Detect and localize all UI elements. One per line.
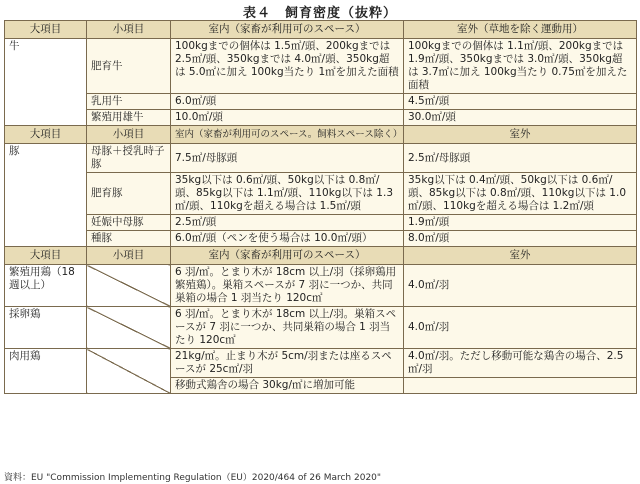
sub-item: 肥育牛 [87,39,171,94]
table-row [5,265,637,307]
header-main-item: 大項目 [5,126,87,144]
header-outdoor: 室外 [404,247,637,265]
sub-item: 妊娠中母豚 [87,215,171,231]
sub-item: 肥育豚 [87,173,171,215]
outdoor-value-empty [404,378,637,394]
indoor-value: 35kg以下は 0.6㎡/頭、50kg以下は 0.8㎡/頭、85kg以下は 1.1㎡/頭、110kg以下は 1.3㎡/頭、110kgを超える場合は 1.5㎡/頭 [171,173,404,215]
table-title: 表４ 飼育密度（抜粋） [242,6,397,21]
category-broilers: 肉用鶏 [5,349,87,394]
category-breeding-poultry: 繁殖用鶏（18 週以上） [5,265,87,307]
category-laying-hens: 採卵鶏 [5,307,87,349]
outdoor-value: 4.0㎡/羽 [404,307,637,349]
table-row [5,307,637,349]
header-outdoor: 室外 [404,126,637,144]
category-pigs: 豚 [5,144,87,247]
indoor-value-mobile: 移動式鶏舎の場合 30kg/㎡に増加可能 [171,378,404,394]
sub-item-empty [87,265,171,307]
table-header-row [5,126,637,144]
indoor-value: 100kgまでの個体は 1.5㎡/頭、200kgまでは 2.5㎡/頭、350kgまでは 4.0㎡/頭、350kg超は 5.0㎡に加え 100kg当たり 1㎡を加えた面積 [171,39,404,94]
sub-item: 母豚＋授乳時子豚 [87,144,171,173]
sub-item: 繁殖用雄牛 [87,110,171,126]
header-sub-item: 小項目 [87,126,171,144]
table-row [5,215,637,231]
sub-item-empty [87,349,171,394]
header-main-item: 大項目 [5,21,87,39]
table-row [5,94,637,110]
indoor-value: 6 羽/㎡。とまり木が 18cm 以上/羽。巣箱スペースが 7 羽に一つか、共同巣箱の場合 1 羽当たり 120c㎡ [171,307,404,349]
table-row [5,39,637,94]
table-header-row [5,21,637,39]
outdoor-value: 4.0㎡/羽。ただし移動可能な鶏舎の場合、2.5㎡/羽 [404,349,637,378]
indoor-value: 6.0㎡/頭（ペンを使う場合は 10.0㎡/頭） [171,231,404,247]
outdoor-value: 35kg以下は 0.4㎡/頭、50kg以下は 0.6㎡/頭、85kg以下は 0.8㎡/頭、110kg以下は 1.0㎡/頭、110kgを超える場合は 1.2㎡/頭 [404,173,637,215]
table-row [5,349,637,378]
indoor-value: 2.5㎡/頭 [171,215,404,231]
header-indoor: 室内（家畜が利用可のスペース） [171,247,404,265]
sub-item: 種豚 [87,231,171,247]
table-row [5,173,637,215]
table-row [5,110,637,126]
header-outdoor: 室外（草地を除く運動用） [404,21,637,39]
outdoor-value: 4.5㎡/頭 [404,94,637,110]
source-note: 資料：EU "Commission Implementing Regulation（EU）2020/464 of 26 March 2020" [4,473,382,483]
outdoor-value: 2.5㎡/母豚頭 [404,144,637,173]
header-indoor: 室内（家畜が利用可のスペース） [171,21,404,39]
table-row [5,144,637,173]
sub-item: 乳用牛 [87,94,171,110]
header-sub-item: 小項目 [87,247,171,265]
outdoor-value: 100kgまでの個体は 1.1㎡/頭、200kgまでは 1.9㎡/頭、350kgまでは 3.0㎡/頭、350kg超は 3.7㎡に加え 100kg当たり 0.75㎡を加えた面積 [404,39,637,94]
category-cattle: 牛 [5,39,87,126]
indoor-value: 21kg/㎡。止まり木が 5cm/羽または座るスペースが 25c㎡/羽 [171,349,404,378]
outdoor-value: 1.9㎡/頭 [404,215,637,231]
table-row [5,231,637,247]
header-main-item: 大項目 [5,247,87,265]
outdoor-value: 30.0㎡/頭 [404,110,637,126]
indoor-value: 6.0㎡/頭 [171,94,404,110]
indoor-value: 10.0㎡/頭 [171,110,404,126]
outdoor-value: 8.0㎡/頭 [404,231,637,247]
header-indoor: 室内（家畜が利用可のスペース。飼料スペース除く） [171,126,404,144]
sub-item-empty [87,307,171,349]
indoor-value: 6 羽/㎡。とまり木が 18cm 以上/羽（採卵鶏用繁殖鶏）。巣箱スペースが 7 羽に一つか、共同巣箱の場合 1 羽当たり 120c㎡ [171,265,404,307]
outdoor-value: 4.0㎡/羽 [404,265,637,307]
stocking-density-table [4,20,637,394]
header-sub-item: 小項目 [87,21,171,39]
table-header-row [5,247,637,265]
indoor-value: 7.5㎡/母豚頭 [171,144,404,173]
